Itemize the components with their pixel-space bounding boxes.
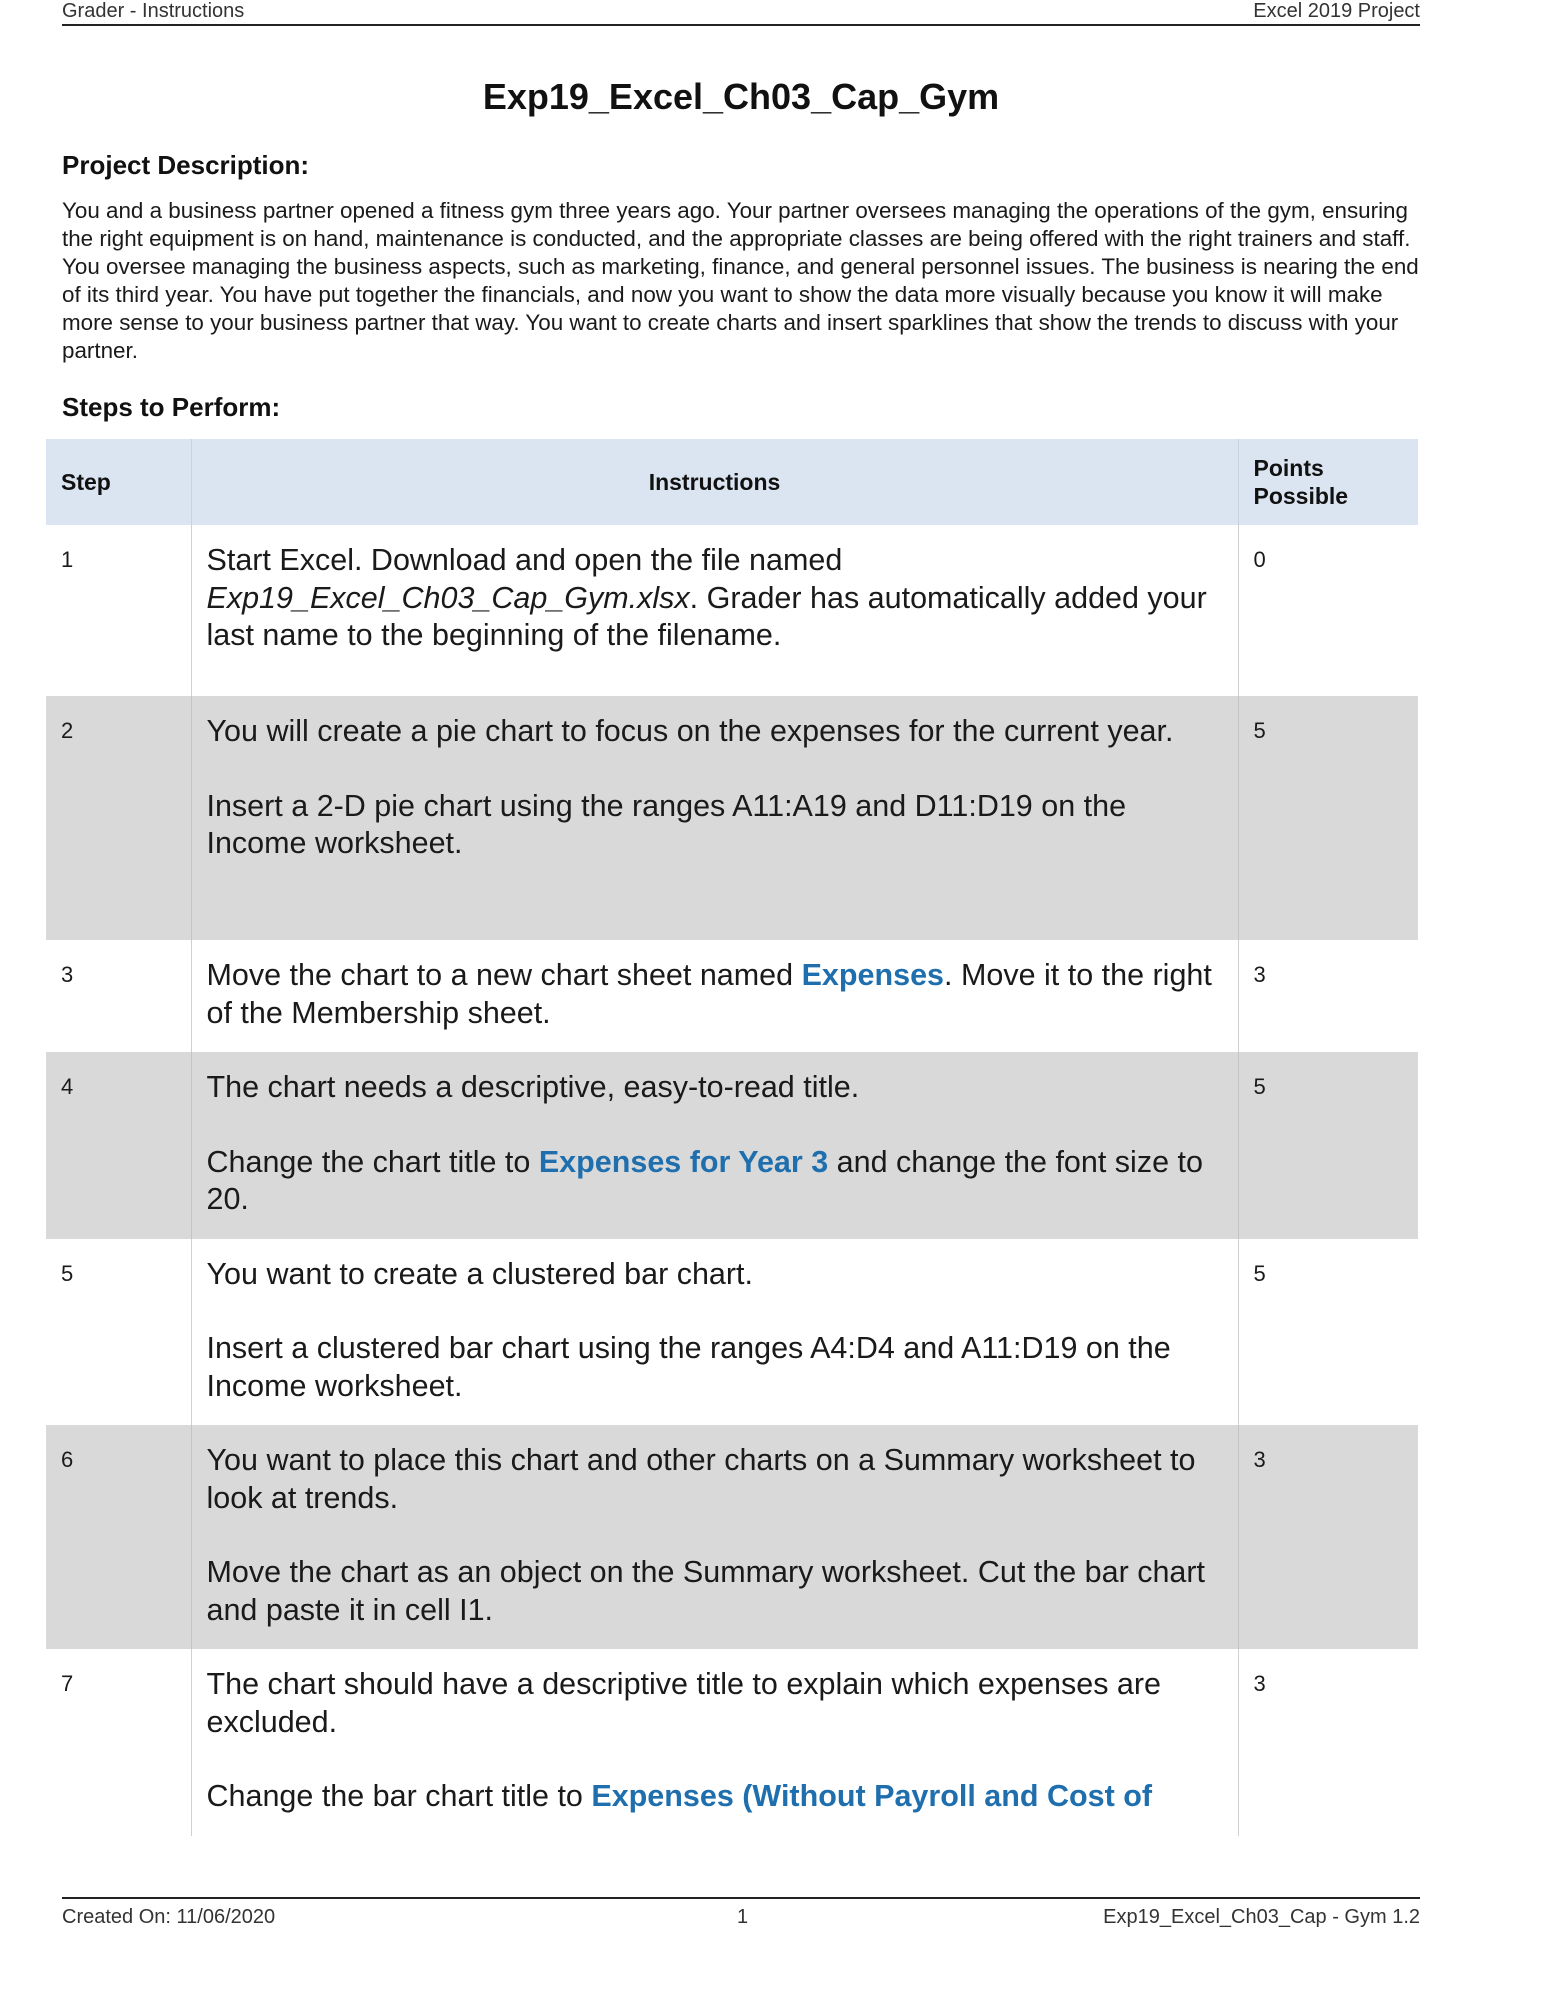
step-instructions [191,1239,1238,1426]
step-instructions [191,525,1238,696]
footer-page-number: 1 [737,1906,749,1928]
project-description-heading: Project Description: [62,150,310,180]
column-header-instructions: Instructions [191,439,1238,525]
step-number: 6 [46,1425,191,1649]
table-row [46,1052,1418,1239]
instruction-paragraph: The chart needs a descriptive, easy-to-read title. [206,1070,860,1104]
table-row [46,1649,1418,1836]
instruction-paragraph: You will create a pie chart to focus on the expenses for the current year. [206,714,1174,748]
header-left-text: Grader - Instructions [62,0,245,22]
column-header-step: Step [46,439,191,525]
step-instructions [191,940,1238,1052]
table-row [46,525,1418,696]
page-footer [62,1897,1420,1929]
step-instructions [191,1052,1238,1239]
points-possible: 3 [1238,1425,1418,1649]
instruction-text: . Grader has automatically added your last name to the beginning of the filename. [206,580,1207,652]
instruction-paragraph: The chart should have a descriptive title to explain which expenses are excluded. [206,1667,1162,1739]
page-header [62,0,1420,26]
instruction-paragraph: You want to place this chart and other charts on a Summary worksheet to look at trends. [206,1443,1196,1515]
table-row [46,696,1418,940]
project-description-text: You and a business partner opened a fitness gym three years ago. Your partner oversees managing the operations of the gym, ensuring the right equipment is on hand, maintenance is conducted, and the appropriate classes are being offered with the right trainers and staff. You oversee managing the business aspects, such as marketing, finance, and general personnel issues. The business is nearing the end of its third year. You have put together the financials, and now you want to show the data more visually because you know it will make more sense to your business partner that way. You want to create charts and insert sparklines that show the trends to discuss with your partner. [62,198,1419,363]
step-instructions [191,696,1238,940]
step-instructions [191,1425,1238,1649]
instruction-paragraph: You want to create a clustered bar chart. [206,1256,753,1291]
step-number: 7 [61,1671,74,1696]
instruction-text: . Move it to the right of the Membership sheet. [206,958,1212,1030]
instruction-paragraph [207,542,1223,655]
table-row [46,940,1418,1052]
instruction-paragraph [207,957,1223,1032]
table-row [46,1425,1418,1649]
step-number: 5 [61,1260,74,1286]
points-possible: 5 [1238,1052,1418,1239]
instruction-paragraph: Move the chart as an object on the Summary worksheet. Cut the bar chart and paste it in cell I1. [206,1555,1206,1627]
points-possible: 5 [1238,696,1418,940]
points-possible: 5 [1253,1260,1266,1286]
file-name: Exp19_Excel_Ch03_Cap_Gym.xlsx [206,580,690,615]
footer-created-on: Created On: 11/06/2020 [62,1906,276,1928]
points-possible: 3 [1253,962,1266,987]
table-row [46,1239,1418,1426]
step-number: 4 [46,1052,191,1239]
highlighted-value: Expenses (Without Payroll and Cost of [591,1779,1153,1813]
steps-table [46,439,1418,1836]
instruction-text: Change the bar chart title to [206,1779,592,1813]
instruction-text: and change the font size to 20. [206,1144,1203,1216]
points-possible: 3 [1253,1671,1266,1696]
footer-document-id: Exp19_Excel_Ch03_Cap - Gym 1.2 [1103,1906,1420,1928]
highlighted-value: Expenses [801,958,944,992]
header-right-text: Excel 2019 Project [1253,0,1420,22]
instruction-paragraph: Insert a 2-D pie chart using the ranges A11:A19 and D11:D19 on the Income worksheet. [206,788,1127,860]
points-possible: 0 [1253,547,1266,572]
instruction-paragraph: Insert a clustered bar chart using the ranges A4:D4 and A11:D19 on the Income worksheet. [206,1331,1171,1403]
step-number: 3 [61,962,74,987]
step-number: 1 [61,547,74,572]
steps-heading: Steps to Perform: [62,392,281,422]
instruction-text: Start Excel. Download and open the file named [206,543,843,577]
highlighted-value: Expenses for Year 3 [538,1144,829,1179]
instruction-text: Change the chart title to [206,1144,539,1179]
instruction-paragraph [207,1144,1223,1219]
column-header-points: Points Possible [1238,439,1418,525]
instruction-text: Move the chart to a new chart sheet named [206,958,802,992]
step-number: 2 [46,696,191,940]
table-header-row [46,439,1418,525]
document-title: Exp19_Excel_Ch03_Cap_Gym [482,76,1000,117]
instruction-paragraph [207,1778,1223,1816]
step-instructions [191,1649,1238,1836]
